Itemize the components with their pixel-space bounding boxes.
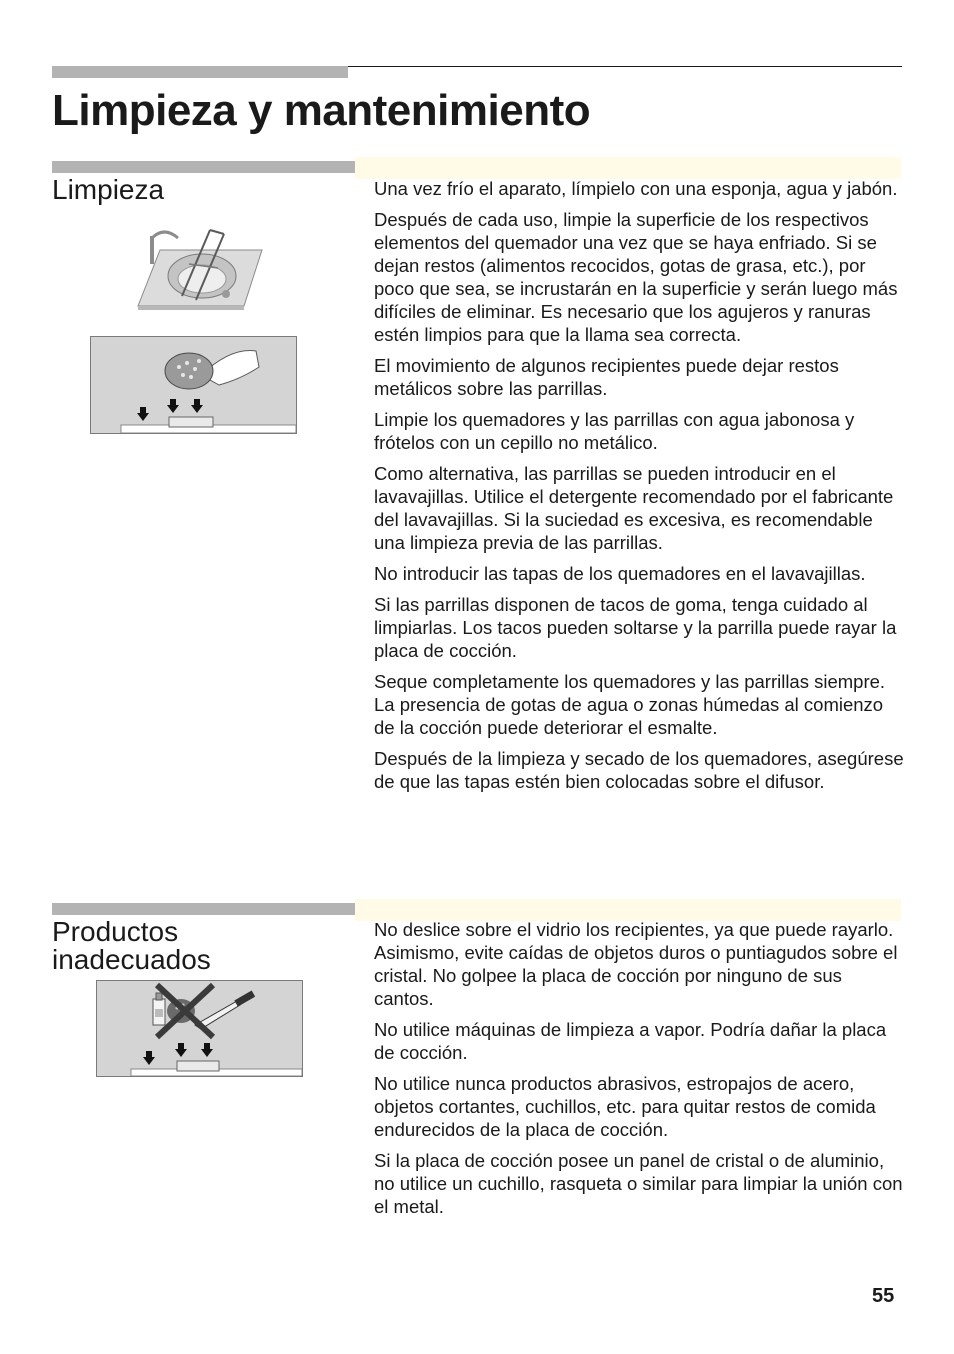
paragraph: No utilice nunca productos abrasivos, estropajos de acero, objetos cortantes, cuchillos, etc. para quitar restos de comida endurecidos de la placa de cocción. — [374, 1073, 876, 1140]
paragraph: Si la placa de cocción posee un panel de cristal o de aluminio, no utilice un cuchillo, rasqueta o similar para limpiar la unión con el metal. — [374, 1150, 903, 1217]
paragraph: Limpie los quemadores y las parrillas con agua jabonosa y frótelos con un cepillo no metálico. — [374, 409, 855, 453]
prohibited-products-illustration — [96, 980, 303, 1077]
section-accent-bar — [52, 161, 355, 173]
paragraph: Como alternativa, las parrillas se pueden introducir en el lavavajillas. Utilice el detergente recomendado por el fabricante del lavavajillas. Si la suciedad es excesiva, es recomendable una limpieza previa de las parrillas. — [374, 463, 894, 553]
sink-illustration — [134, 224, 264, 314]
paragraph: No utilice máquinas de limpieza a vapor. Podría dañar la placa de cocción. — [374, 1019, 887, 1063]
section-body-limpieza — [374, 177, 904, 801]
section-accent-bar — [52, 903, 355, 915]
paragraph: El movimiento de algunos recipientes puede dejar restos metálicos sobre las parrillas. — [374, 355, 839, 399]
page-number: 55 — [872, 1285, 895, 1307]
paragraph: No deslice sobre el vidrio los recipientes, ya que puede rayarlo. Asimismo, evite caídas de objetos duros o puntiagudos sobre el cristal. No golpee la placa de cocción por ninguno de sus cantos. — [374, 919, 898, 1009]
sink-icon — [134, 224, 264, 314]
section-title-limpieza: Limpieza — [52, 174, 165, 205]
sponge-illustration — [90, 336, 297, 434]
section-body-productos-inadecuados — [374, 918, 904, 1226]
paragraph: No introducir las tapas de los quemadores en el lavavajillas. — [374, 563, 866, 584]
paragraph: Después de cada uso, limpie la superficie de los respectivos elementos del quemador una vez que se haya enfriado. Si se dejan restos (alimentos recocidos, gotas de grasa, etc.), por poco que sea, se incrustarán en la superficie y serán luego más difíciles de eliminar. Es necesario que los agujeros y ranuras estén limpios para que la llama sea correcta. — [374, 209, 898, 345]
section-band — [355, 157, 901, 179]
header-rule — [348, 66, 902, 67]
paragraph: Después de la limpieza y secado de los quemadores, asegúrese de que las tapas estén bien colocadas sobre el difusor. — [374, 748, 904, 792]
paragraph: Si las parrillas disponen de tacos de goma, tenga cuidado al limpiarlas. Los tacos pueden soltarse y la parrilla puede rayar la placa de cocción. — [374, 594, 897, 661]
header-accent-bar — [52, 66, 348, 78]
page-title: Limpieza y mantenimiento — [52, 86, 591, 135]
paragraph: Una vez frío el aparato, límpielo con una esponja, agua y jabón. — [374, 178, 898, 199]
section-title-productos-inadecuados: Productos inadecuados — [52, 916, 211, 975]
paragraph: Seque completamente los quemadores y las parrillas siempre. La presencia de gotas de agua o zonas húmedas al comienzo de la cocción puede deteriorar el esmalte. — [374, 671, 886, 738]
prohibited-products-icon — [97, 981, 302, 1076]
sponge-icon — [91, 337, 296, 433]
